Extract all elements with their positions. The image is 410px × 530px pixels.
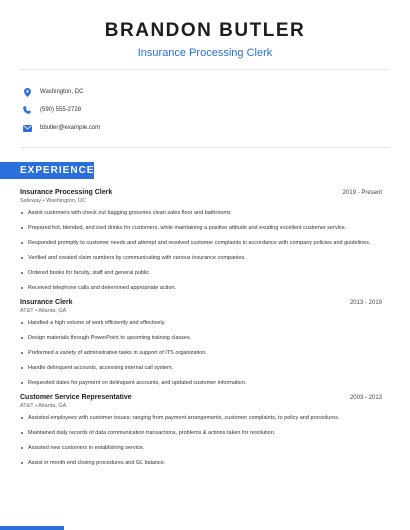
job-bullet: Assist customers with check out bagging groceries clean sales floor and bathrooms bbox=[20, 209, 382, 217]
experience-list bbox=[20, 189, 382, 474]
job-bullet: Verified and created claim numbers by communicating with various insurance companies. bbox=[20, 254, 382, 262]
job-bullets bbox=[20, 209, 382, 292]
contact-list bbox=[22, 83, 100, 137]
job-bullet: Handle delinquent accounts, accessing internal call system. bbox=[20, 364, 382, 372]
job-entry bbox=[20, 394, 382, 467]
header-divider bbox=[20, 69, 390, 70]
job-bullet: Requested dates for payment on delinquent accounts, and updated customer information. bbox=[20, 379, 382, 387]
job-role: Customer Service Representative bbox=[20, 394, 132, 401]
job-bullet: Received telephone calls and determined appropriate action. bbox=[20, 284, 382, 292]
job-dates: 2013 - 2019 bbox=[349, 300, 382, 306]
job-bullets bbox=[20, 319, 382, 387]
contact-location bbox=[22, 83, 100, 101]
experience-heading: EXPERIENCE bbox=[0, 162, 94, 179]
job-bullet: Prepared hot, blended, and iced drinks for customers, while maintaining a positive attitude and exuding excellent customer service. bbox=[20, 224, 382, 232]
phone-icon bbox=[22, 105, 32, 115]
email-icon bbox=[22, 123, 32, 133]
job-bullet: Handled a high volume of work efficiently and effectively. bbox=[20, 319, 382, 327]
job-company-location: Safeway • Washington, DC bbox=[20, 198, 86, 204]
contact-phone-text: (590) 555-2728 bbox=[40, 107, 82, 113]
job-bullets bbox=[20, 414, 382, 467]
job-role: Insurance Processing Clerk bbox=[20, 189, 113, 196]
job-bullet: Preformed a variety of administrative tasks in support of ITS organization. bbox=[20, 349, 382, 357]
resume-header bbox=[0, 0, 410, 59]
job-company-location: AT&T • Atlanta, GA bbox=[20, 403, 67, 409]
job-company-location: AT&T • Atlanta, GA bbox=[20, 308, 67, 314]
job-entry bbox=[20, 189, 382, 292]
contact-divider bbox=[20, 147, 390, 148]
job-bullet: Assisted employees with customer issues; ranging from payment arrangements, customer complaints, to policy and procedures. bbox=[20, 414, 382, 422]
candidate-name: BRANDON BUTLER bbox=[104, 20, 306, 41]
next-section-banner bbox=[0, 526, 64, 530]
job-role: Insurance Clerk bbox=[20, 299, 73, 306]
contact-location-text: Washington, DC bbox=[40, 89, 84, 95]
job-dates: 2003 - 2013 bbox=[349, 395, 382, 401]
contact-email-text[interactable]: bbutler@example.com bbox=[40, 125, 101, 131]
job-bullet: Maintained daily records of data communication transactions, problems & actions taken for resolution. bbox=[20, 429, 382, 437]
job-bullet: Design materials through PowerPoint to upcoming training classes. bbox=[20, 334, 382, 342]
contact-phone bbox=[22, 101, 100, 119]
job-dates: 2019 - Present bbox=[342, 190, 382, 196]
job-bullet: Responded promptly to customer needs and attempt and resolved customer complaints in accordance with company policies and guidelines. bbox=[20, 239, 382, 247]
job-bullet: Assist in month end closing procedures and GL balance. bbox=[20, 459, 382, 467]
job-bullet: Assisted new customers in establishing service. bbox=[20, 444, 382, 452]
contact-email[interactable] bbox=[22, 119, 100, 137]
location-pin-icon bbox=[22, 87, 32, 97]
job-bullet: Ordered books for faculty, staff and general public. bbox=[20, 269, 382, 277]
job-entry bbox=[20, 299, 382, 387]
candidate-title: Insurance Processing Clerk bbox=[137, 47, 273, 59]
